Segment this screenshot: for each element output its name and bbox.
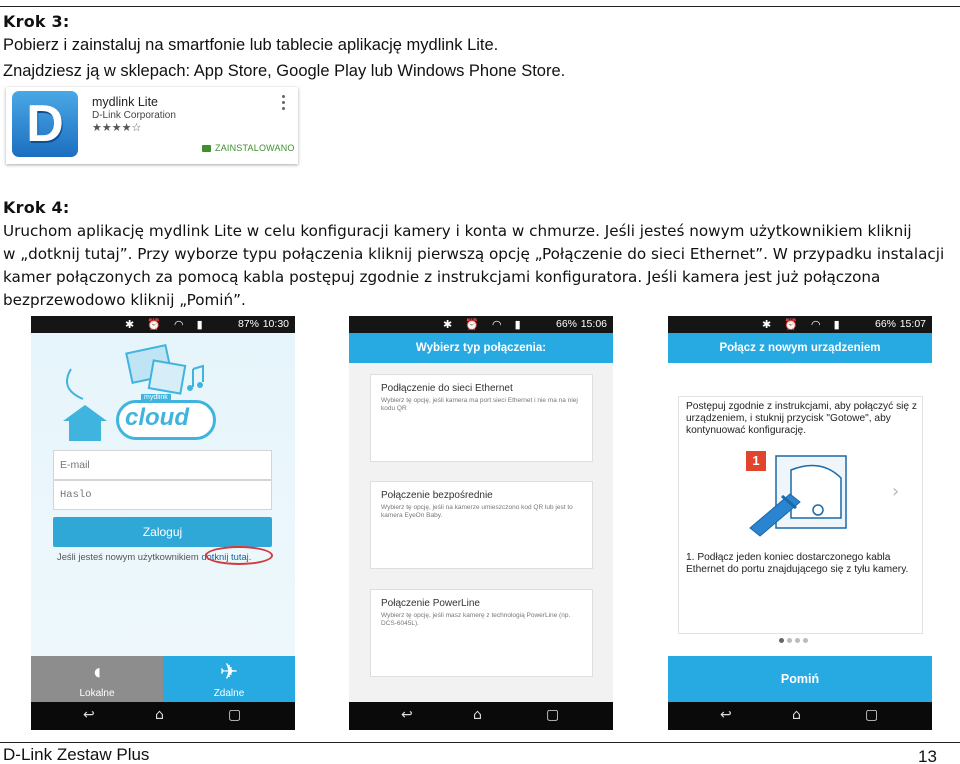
option-ethernet[interactable]: Podłączenie do sieci Ethernet Wybierz tę opcję, jeśli kamera ma port sieci Ethernet i nie ma na niej kodu QR bbox=[370, 374, 593, 462]
screen-header: Wybierz typ połączenia: bbox=[349, 333, 613, 363]
screen-header: Połącz z nowym urządzeniem bbox=[668, 333, 932, 363]
step3-line2: Znajdziesz ją w sklepach: App Store, Google Play lub Windows Phone Store. bbox=[3, 62, 566, 80]
home-icon[interactable]: ⌂ bbox=[473, 707, 482, 723]
step4-line1: Uruchom aplikację mydlink Lite w celu konfiguracji kamery i konta w chmurze. Jeśli jesteś nowym użytkownikiem kliknij bbox=[3, 222, 912, 240]
step3-line1: Pobierz i zainstaluj na smartfonie lub tablecie aplikację mydlink Lite. bbox=[3, 36, 499, 54]
recents-icon[interactable]: ▢ bbox=[546, 707, 560, 723]
status-icons: ✱ ⏰ ◠ ▮ bbox=[762, 319, 845, 331]
battery-level: 66% bbox=[555, 318, 577, 330]
highlight-circle bbox=[205, 546, 273, 565]
back-icon[interactable]: ↩ bbox=[401, 707, 413, 723]
phone-screenshot-login bbox=[31, 316, 295, 730]
footer-product-name: D-Link Zestaw Plus bbox=[3, 745, 150, 764]
step4-line4: bezprzewodowo kliknij „Pomiń”. bbox=[3, 291, 246, 309]
page-indicator bbox=[779, 628, 811, 647]
option-direct[interactable]: Połączenie bezpośrednie Wybierz tę opcję, jeśli na kamerze umieszczono kod QR lub jest to kamera EyeOn Baby. bbox=[370, 481, 593, 569]
step3-title: Krok 3: bbox=[3, 12, 70, 31]
home-icon[interactable]: ⌂ bbox=[792, 707, 801, 723]
installed-status: ZAINSTALOWANO bbox=[202, 143, 295, 153]
skip-button[interactable]: Pomiń bbox=[668, 656, 932, 702]
page-number: 13 bbox=[918, 747, 937, 764]
option-powerline[interactable]: Połączenie PowerLine Wybierz tę opcję, jeśli masz kamerę z technologią PowerLine (np. DCS-6045L). bbox=[370, 589, 593, 677]
battery-level: 66% bbox=[874, 318, 896, 330]
camera-icon: ◖ bbox=[90, 659, 104, 684]
phone-screenshot-connection-type bbox=[349, 316, 613, 730]
app-rating-stars: ★★★★☆ bbox=[92, 121, 142, 134]
satellite-icon: ✈ bbox=[219, 659, 239, 684]
back-icon[interactable]: ↩ bbox=[83, 707, 95, 723]
logo-small-text: mydlink bbox=[141, 394, 171, 401]
top-rule bbox=[0, 6, 960, 7]
login-button[interactable]: Zaloguj bbox=[53, 517, 272, 547]
step4-title: Krok 4: bbox=[3, 198, 70, 217]
back-icon[interactable]: ↩ bbox=[720, 707, 732, 723]
tap-here-link[interactable]: dotknij tutaj bbox=[201, 551, 249, 562]
bottom-tabs bbox=[31, 656, 295, 702]
recents-icon[interactable]: ▢ bbox=[865, 707, 879, 723]
new-user-hint: Jeśli jesteś nowym użytkownikiem dotknij tutaj. bbox=[57, 551, 252, 562]
status-icons: ✱ ⏰ ◠ ▮ bbox=[125, 319, 208, 331]
android-nav-bar bbox=[668, 702, 932, 730]
step4-line2: w „dotknij tutaj”. Przy wyborze typu połączenia kliknij pierwszą opcję „Połączenie do sieci Ethernet”. W przypadku instalacji bbox=[3, 245, 945, 263]
step4-line3: kamer połączonych za pomocą kabla postępuj zgodnie z instrukcjami konfiguratora. Jeśli kamera jest już połączona bbox=[3, 268, 881, 286]
android-nav-bar bbox=[31, 702, 295, 730]
battery-level: 87% bbox=[237, 318, 259, 330]
home-icon[interactable]: ⌂ bbox=[155, 707, 164, 723]
status-bar bbox=[668, 316, 932, 333]
status-bar bbox=[349, 316, 613, 333]
step-number-badge: 1 bbox=[746, 451, 766, 471]
mydlink-app-icon: D bbox=[12, 91, 78, 157]
clock: 15:07 bbox=[899, 318, 926, 330]
tab-local[interactable]: ◖ Lokalne bbox=[31, 656, 163, 702]
app-name: mydlink Lite bbox=[92, 95, 158, 109]
clock: 10:30 bbox=[262, 318, 289, 330]
clock: 15:06 bbox=[580, 318, 607, 330]
phone-screenshot-new-device bbox=[668, 316, 932, 730]
app-store-listing[interactable] bbox=[6, 87, 298, 164]
email-input[interactable]: E-mail bbox=[53, 450, 272, 480]
overflow-menu-icon[interactable] bbox=[282, 95, 286, 111]
android-nav-bar bbox=[349, 702, 613, 730]
password-input[interactable]: Haslo bbox=[53, 480, 272, 510]
app-developer: D-Link Corporation bbox=[92, 110, 176, 121]
status-bar bbox=[31, 316, 295, 333]
installed-icon bbox=[202, 145, 211, 152]
logo-text: cloud bbox=[125, 404, 189, 431]
step-text: 1. Podłącz jeden koniec dostarczonego kabla Ethernet do portu znajdującego się z tyłu kamery. bbox=[686, 552, 909, 575]
footer-rule bbox=[0, 742, 960, 743]
tab-remote[interactable]: ✈ Zdalne bbox=[163, 656, 295, 702]
instruction-text: Postępuj zgodnie z instrukcjami, aby połączyć się z urządzeniem, i stuknij przycisk "Gotowe", aby kontynuować konfigurację. bbox=[686, 401, 918, 436]
status-icons: ✱ ⏰ ◠ ▮ bbox=[443, 319, 526, 331]
recents-icon[interactable]: ▢ bbox=[228, 707, 242, 723]
next-chevron-icon[interactable]: › bbox=[892, 481, 900, 502]
